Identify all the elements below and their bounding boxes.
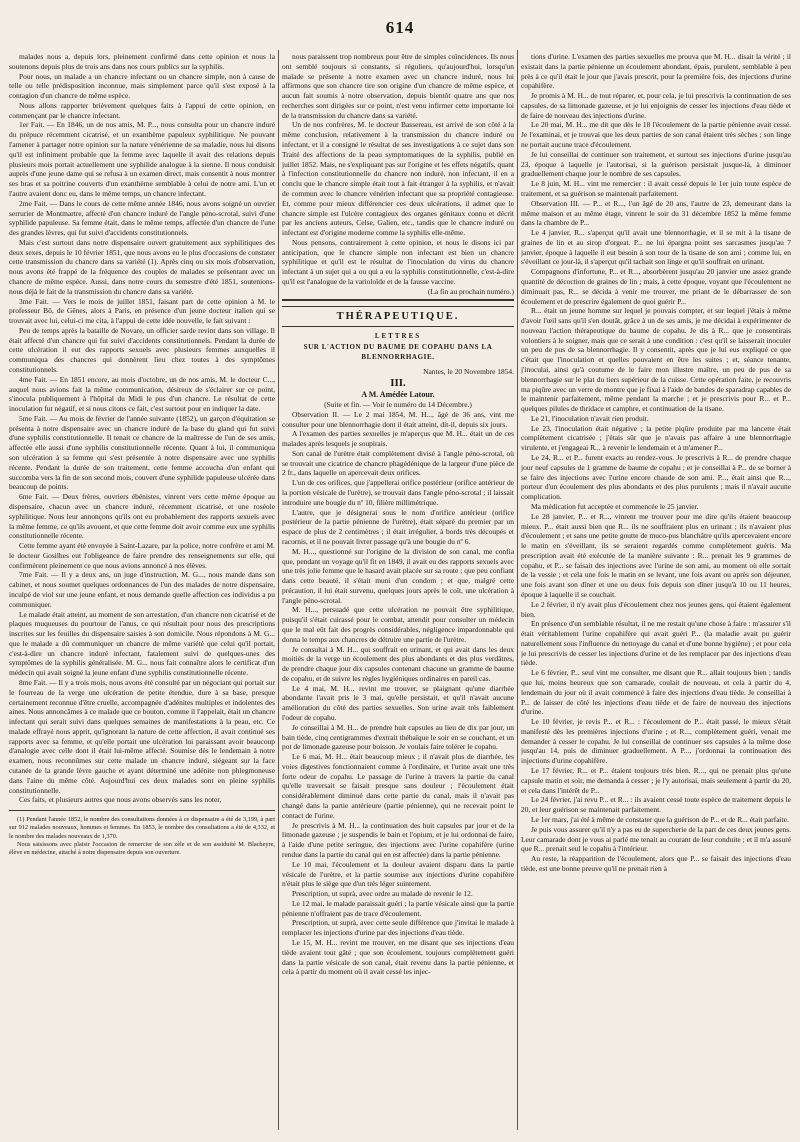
footnote: Nous saisissons avec plaisir l'occasion de remercier de son zèle et de son assiduité M. Blacheyre, élève en médecine, attaché à notre dispensaire depuis son ouverture.	[9, 840, 275, 856]
paragraph: Le 4 mai, M. H... revint me trouver, se plaignant qu'une diarrhée abondante l'avait pris le 3 mai, qu'elle persistait, et qu'il n'avait aucune amélioration du côté des parties sexuelles. Son urine avait très faiblement l'odeur de copahu.	[282, 683, 514, 722]
paragraph: tions d'urine. L'examen des parties sexuelles me prouva que M. H... disait la vérité ; il existait dans la partie pénienne un écoulement abondant, épais, purulent, semblable à peu près à ce qu'il était le jour que j'avais prescrit, pour la première fois, des injections d'urine copahifère.	[521, 52, 791, 91]
paragraph: Observation III. — P... et R..., l'un âgé de 20 ans, l'autre de 23, demeurant dans la même maison et au même étage, vinrent le soir du 31 décembre 1852 la même femme dans la chambre de P...	[521, 198, 791, 228]
section-rule	[282, 326, 514, 327]
paragraph: L'autre, que je désignerai sous le nom d'orifice antérieur (orifice postérieur de la partie pénienne de l'urètre), était séparé du premier par un espace de plus de 2 centimètres ; il était irrégulier, à bords très découpés et racornis, et il ne pouvait livrer passage qu'à une bougie du nº 6.	[282, 507, 514, 546]
paragraph: Le 6 mai, M. H... était beaucoup mieux ; il n'avait plus de diarrhée, les voies digestives fonctionnaient comme à l'ordinaire, et l'urine avait une très forte odeur de copahu. Le passage de l'urine à travers la partie du canal qu'elle traversait se faisait presque sans douleur ; l'écoulement était considérablement diminué dans cette partie du canal, mais il n'avait pas changé dans la partie antérieure (partie pénienne), qui ne recevait point le contact de l'urine.	[282, 752, 514, 820]
paragraph: Pour nous, un malade a un chancre infectant ou un chancre simple, non à cause de telle ou telle prédisposition inconnue, mais simplement parce qu'il s'est exposé à la contagion d'un chancre de même espèce.	[9, 71, 275, 101]
paragraph: Le 15, M. H... revint me trouver, en me disant que ses injections d'eau tiède avaient tout gâté ; que son écoulement, toujours complètement guéri dans la partie vésicale de son canal, était revenu dans la partie pénienne, et cela à partir du moment où il avait cessé les injec-	[282, 937, 514, 977]
paragraph: A l'examen des parties sexuelles je m'aperçus que M. H... était un de ces malades après lesquels je soupirais.	[282, 429, 514, 449]
page-number: 614	[385, 18, 415, 37]
column-divider	[517, 50, 518, 1130]
paragraph: M. H..., persuadé que cette ulcération ne pouvait être syphilitique, puisqu'il s'était cuirassé pour le combat, attendit pour consulter un médecin que le mal eût fait des progrès considérables, négligence impardonnable qui donna le temps aux chancres de détruire une partie de l'urètre.	[282, 605, 514, 644]
paragraph: Un de nos confrères, M. le docteur Bassereau, est arrivé de son côté à la même conclusion, relativement à la transmission du chancre induré ou infectant, et il a consigné le résultat de ses investigations à ce sujet dans son Traité des affections de la peau symptomatiques de la syphilis, publié en juillet 1852. Mais, ne s'expliquant pas sur l'origine et les effets négatifs, quant à l'infection constitutionnelle du chancre non induré, non infectant, il en a conclu que le chancre simple était tout à fait étranger à la syphilis, et n'avait de commun avec le chancre vénérien infectant que sa propriété contagieuse. Et, comme pour mieux différencier ces deux ulcérations, il admet que le chancre simple est l'ulcère contagieux des organes génitaux connu et décrit par les anciens auteurs, Celse, Galien, etc., tandis que le chancre induré ou infectant est d'origine moderne comme la syphilis elle-même.	[282, 120, 514, 238]
column-left-text	[9, 52, 275, 805]
letters-label: LETTRES	[374, 332, 422, 341]
paragraph: En présence d'un semblable résultat, il ne me restait qu'une chose à faire : m'assurer s'il était véritablement l'urine copahifère qui avait guéri P... (la maladie avait pu guérir naturellement sous l'influence du nettoyage du canal et d'une bonne hygiène) ; et pour cela je lui prescrivis de cesser les injections d'urine et de les remplacer par des injections d'eau tiède.	[521, 619, 791, 668]
footnotes	[9, 816, 275, 857]
paragraph: 4me Fait. — En 1851 encore, au mois d'octobre, un de nos amis, M. le docteur C..., auquel nous avions fait la même communication, désireux de s'éclairer sur ce point, s'inocula publiquement à l'hôpital du Midi le pus d'un chancre. Le résultat de cette inoculation fut négatif, et si nous citons ce fait, c'est surtout pour en indiquer la date.	[9, 374, 275, 414]
paragraph: Prescription, ut suprà, avec ordre au malade de revenir le 12.	[292, 889, 473, 899]
paragraph: Le 8 juin, M. H... vint me remercier : il avait cessé depuis le 1er juin toute espèce de traitement, et sa guérison se maintenait parfaitement.	[521, 179, 791, 198]
dateline: Nantes, le 20 Novembre 1854.	[423, 366, 514, 376]
paragraph: Le 2 février, il n'y avait plus d'écoulement chez nos jeunes gens, qui étaient également bien.	[521, 599, 791, 619]
paragraph: Ces faits, et plusieurs autres que nous avons observés sans les noter,	[19, 795, 222, 805]
paragraph: Peu de temps après la bataille de Novare, un officier sarde revint dans son village. Il était affecté d'un chancre qui fut suivi d'accidents constitutionnels. Pendant la durée de cette ulcération il eut des rapports sexuels avec plusieurs femmes auxquelles il communiqua des chancres qui donnèrent lieu chez toutes à des symptômes constitutionnels.	[9, 325, 275, 374]
paragraph: 1er Fait. — En 1846, un de nos amis, M. P..., nous consulta pour un chancre induré du prépuce récemment cicatrisé, et un exanthème papuleux syphilitique. Ne pouvant l'amener à partager notre opinion sur la nature vénérienne de sa maladie, nous lui disons qu'il est infiniment probable que la femme avec laquelle il avait des relations depuis plusieurs mois portait actuellement une syphilide analogue à la sienne. Il nous conduisit auprès d'une jeune dame qui se refusa à un examen direct, mais consentit à nous montrer ses bras et sa poitrine couverts d'un exanthème semblable à celui de notre ami. L'un et l'autre avaient donc eu, dans le même temps, un chancre infectant.	[9, 120, 275, 198]
column-middle	[282, 52, 514, 1132]
paragraph: Le 24 février, j'ai revu P... et R... : ils avaient cessé toute espèce de traitement depuis le 20, et leur guérison se maintenait parfaitement.	[521, 795, 791, 815]
paragraph: 7me Fait. — Il y a deux ans, un juge d'instruction, M. G..., nous mande dans son cabinet, et nous soumet quelques ordonnances de l'un des malades de notre dispensaire, inculpé de viol sur une jeune enfant, et nous demande quelle affection ces individus a pu communiquer.	[9, 570, 275, 609]
paragraph: 5me Fait. — Au mois de février de l'année suivante (1852), un garçon d'équitation se présenta à notre dispensaire avec un chancre induré de la base du gland qui fut suivi d'une syphilis constitutionnelle. Il tenait ce chancre de la maîtresse de l'un de ses amis, affectée elle aussi d'une syphilis constitutionnelle récente. Quant à lui, il communiqua son ulcération à sa femme qui s'est présentée à notre dispensaire avec une syphilis récente. Pendant la durée de son traitement, cette femme accoucha d'un enfant qui succomba vers la fin de son second mois, couvert d'une syphilide papuleuse ulcérée dans beaucoup de points.	[9, 413, 275, 492]
paragraph: 3me Fait. — Vers le mois de juillet 1851, faisant part de cette opinion à M. le professeur Bô, de Gênes, alors à Paris, en présence d'un jeune docteur italien qui se trouvait avec lui, celui-ci me cita, à l'appui de cette idée nouvelle, le fait suivant :	[9, 296, 275, 326]
paragraph: Observation II. — Le 2 mai 1854, M. H..., âgé de 36 ans, vint me consulter pour une blennorrhagie dont il était atteint, dit-il, depuis six jours.	[282, 409, 514, 429]
paragraph: Le 1er mars, j'ai été à même de constater que la guérison de P... et de R... était parfaite.	[531, 814, 789, 824]
paragraph: Cette femme ayant été envoyée à Saint-Lazare, par la police, notre confrère et ami M. le docteur Gosilhes eut l'obligeance de faire prendre des renseignements sur elle, qui confirmèrent pleinement ce que nous avions annoncé à nos élèves.	[9, 541, 275, 570]
paragraph: Nous pensons, contrairement à cette opinion, et nous le disons ici par anticipation, que le chancre simple non infectant est bien un chancre syphilitique et qu'il est le résultat de l'inoculation du virus du chancre infectant à un sujet qui a ou qui a eu la syphilis constitutionnelle, c'est-à-dire qu'il est l'analogue de la varioloïde et de la fausse vaccine.	[282, 237, 514, 286]
column-right	[521, 52, 791, 1132]
paragraph: Le 4 janvier, R... s'aperçut qu'il avait une blennorrhagie, et il se mit à la tisane de graines de lin et au sirop d'orgeat. P... ne lui épargna point ses sarcasmes jusqu'au 7 janvier, époque à laquelle il eut besoin à son tour de la tisane de son ami ; comme lui, en s'éveillant ce jour-là, il s'aperçut qu'il tachait son linge et qu'il souffrait en urinant.	[521, 228, 791, 267]
paragraph: M. H..., questionné sur l'origine de la division de son canal, me confia que, pendant un voyage qu'il fit en 1849, il avait eu des rapports sexuels avec une très jolie femme que le hasard avait placée sur sa route ; que peu confiant dans cette beauté, il s'était muni d'un condom ; et que, malgré cette précaution, il lui était survenu, quelques jours après le coït, une ulcération à l'angle péno-scrotal.	[282, 546, 514, 605]
footnote-rule	[9, 810, 275, 811]
paragraph: Le 28 janvier, P... et R..., vinrent me trouver pour me dire qu'ils étaient beaucoup mieux. P... était aussi bien que R... ils ne souffraient plus en urinant ; ils n'avaient plus d'écoulement ; et sans une petite goutte de muco-pus blanchâtre qu'ils apercevaient encore le matin en s'éveillant, ils se seraient regardés comme complètement guéris. Ma prescription avait été exécutée de la manière suivante : R... prenait les 9 grammes de copahu, et P... se faisait des injections avec l'urine de son ami, au moment où elle sortait de la vessie ; et cela une fois le matin en se levant, une fois avant ou après son déjeuner, une fois avant son dîner et une ou deux fois depuis son dîner jusqu'à 10 ou 11 heures, époque à laquelle il se couchait.	[521, 511, 791, 599]
paragraph: Je conseillai à M. H... de prendre huit capsules au lieu de dix par jour, un bain tiède, cinq centigrammes d'extrait thébaïque le soir en se couchant, et un pot de limonade gazeuse pour boisson. Je voulais faire tolérer le copahu.	[282, 722, 514, 752]
paragraph: 6me Fait. — Deux frères, ouvriers ébénistes, vinrent vers cette même époque au dispensaire, chacun avec un chancre induré, récemment cicatrisé, et une roséole syphilitique. Nous leur annonçons qu'ils ont eu probablement des rapports sexuels avec la même femme, ce qu'ils avouent, et que cette femme doit avoir comme eux une syphilis constitutionnelle récente.	[9, 492, 275, 541]
section-title: THÉRAPEUTIQUE.	[336, 310, 460, 322]
column-left	[9, 52, 275, 1132]
paragraph: Le 10 février, je revis P... et R... : l'écoulement de P... était passé, le mieux s'était manifesté dès les premières injections d'urine ; et R..., complètement guéri, venait me demander à cesser le copahu. Je lui conseillai de continuer ses capsules à la même dose jusqu'au 14, puis de diminuer graduellement. A P..., j'ordonnai la continuation des injections d'urine copahifère.	[521, 717, 791, 766]
paragraph: nous paraissent trop nombreux pour être de simples coïncidences. Ils nous ont semblé toujours si constants, si réguliers, qu'aujourd'hui, lorsqu'un malade se présente à notre examen avec un chancre induré, nous lui affirmons que son chancre tire son origine d'un chancre de même espèce, et aucun fait soumis à notre observation, depuis bientôt quatre ans que nos recherches sont dirigées sur ce point, n'est venu infirmer cette importante loi de la transmission du chancre dans sa variété.	[282, 52, 514, 120]
paragraph: Le 12 mai, le malade paraissait guéri ; la partie vésicale ainsi que la partie pénienne n'offraient pas de trace d'écoulement.	[282, 898, 514, 918]
paragraph: Je consultai à M. H... qui souffrait en urinant, et qui avait dans les deux moitiés de la verge un écoulement des plus abondants et des plus verdâtres, de prendre chaque jour dix capsules contenant chacune un gramme de baume de copahu, et de suivre les règles hygiéniques ordinaires en pareil cas.	[282, 644, 514, 683]
paragraph: R... était un jeune homme sur lequel je pouvais compter, et sur lequel j'étais à même d'avoir l'œil sans qu'il s'en doutât, grâce à un de ses amis, je me décidai à expérimenter de nouveau l'action thérapeutique du baume de copahu. Je dis à R... que je consentirais volontiers à le soigner, mais que ce serait à une condition : c'est qu'il se laisserait inoculer un peu de pus de sa blennorrhagie. Il y consentit, après que je lui eus expliqué ce que c'était que l'inoculation et quelles pouvaient en être les suites ; et, séance tenante, j'inoculai, ainsi qu'à coutume de le faire mon illustre maître, un peu de pus de sa blennorrhagie sur le plat du tiers supérieur de la cuisse. Cette opération faite, je recouvris ma piqûre avec un verre de montre que je fixai à l'aide de bandes de sparadrap capables de le maintenir parfaitement, même pendant la marche ; et je prescrivis pour R... et P... quelques pilules de thridace et camphre, et continuation de la tisane.	[521, 306, 791, 414]
paragraph: Le malade était atteint, au moment de son arrestation, d'un chancre non cicatrisé et de plaques muqueuses du pourtour de l'anus, ce qui résultait pour nous des prescriptions inscrites sur les feuilles du dispensaire saisies à son domicile. Nous répondons à M. G... que le malade a dû communiquer un chancre de même variété que celui qu'il portait, c'est-à-dire un chancre induré infectant, fatalement suivi de quelques-unes des symptômes de la syphilis généralisée. M. G... nous fait connaître alors le certificat d'un médecin qui avait soigné la jeune enfant d'une syphilis constitutionnelle récente.	[9, 609, 275, 678]
paragraph: Je promis à M. H... de tout réparer, et, pour cela, je lui prescrivis la continuation de ses capsules, de sa limonade gazeuse, et je lui enjoignis de cesser les injections d'eau tiède et de faire de nouveau des injections d'urine.	[521, 91, 791, 120]
footnote: (1) Pendant l'année 1852, le nombre des consultations données à ce dispensaire a été de 3,199, à part sur 912 malades nouveaux, hommes et femmes. En 1853, le nombre des consultations a été de 4,332, et le nombre des malades nouveaux de 1,370.	[9, 816, 275, 840]
paragraph: Son canal de l'urètre était complètement divisé à l'angle péno-scrotal, où se trouvait une cicatrice de chancre phagédénique de la largeur d'une pièce de 2 fr., dans laquelle on apercevait deux orifices.	[282, 448, 514, 478]
paragraph: 8me Fait. — Il y a trois mois, nous avons été consulté par un négociant qui portait sur le fourreau de la verge une ulcération de petite étendue, dure à sa base, presque certainement reconnue d'être cruelle, accompagnée d'adénites multiples et indolentes des aines. Nous annoncâmes à ce malade que ce bouton, comme il l'appelait, était un chancre infectant qui serait suivi dans quelques semaines de manifestations à la peau, etc. Ce malade effrayé nous apprit, qu'ignorant la nature de cette affection, il avait continué ses rapports avec sa femme, et qu'elle portait une ulcération lui paraissant avoir beaucoup d'analogie avec celle dont il était lui-même affecté. Soumise dès le lendemain à notre examen, nous reconnûmes sur cette malade un chancre induré, siégeant sur la face cutanée de la grande lèvre gauche et ayant déterminé une adénite non phlegmoneuse dans l'aine du même côté. Aujourd'hui ces deux malades sont en pleine syphilis constitutionnelle.	[9, 678, 275, 795]
paragraph: Je puis vous assurer qu'il n'y a pas eu de supercherie de la part de ces deux jeunes gens. Leur camarade dont je vous ai parlé me tenait au courant de leur conduite ; et il m'a assuré que R... prenait seul le copahu à l'intérieur.	[521, 824, 791, 854]
paragraph: Le 23, l'inoculation était négative ; la petite piqûre produite par ma lancette était complètement cicatrisée ; j'étais sûr que je n'avais pas affaire à une blennorrhagie virulente, et j'engageai R... à revenir le lendemain et à m'amener P...	[521, 423, 791, 453]
paragraph: Je prescrivis à M. H... la continuation des huit capsules par jour et de la limonade gazeuse ; je suspendis le bain et l'opium, et je lui ordonnai de faire, à l'aide d'une petite seringue, des injections avec l'urine copahifère (urine rendue dans la partie du canal qui en est affectée) dans la partie pénienne.	[282, 820, 514, 859]
paragraph: Prescription, ut suprà, avec cette seule différence que j'invitai le malade à remplacer les injections d'urine par des injections d'eau tiède.	[282, 918, 514, 938]
paragraph: L'un de ces orifices, que j'appellerai orifice postérieur (orifice antérieur de la portion vésicale de l'urètre), se trouvait dans l'angle péno-scrotal ; il laissait introduire une bougie du nº 10, filière millimétrique.	[282, 478, 514, 507]
paragraph: Mais c'est surtout dans notre dispensaire ouvert gratuitement aux syphilitiques des deux sexes, depuis le 10 février 1851, que nous avons eu le plus d'occasions de constater cette transmission du chancre dans sa variété (1). Après cinq ou six mois d'observation, nous avons été frappé de la fréquence des couples de malades se présentant avec un chancre de même espèce. Aussi, dans notre cours du semestre d'été 1851, soutenions-nous déjà le fait de la transmission du chancre dans sa variété.	[9, 237, 275, 296]
section-rule	[282, 306, 514, 307]
paragraph: Au reste, la réapparition de l'écoulement, alors que P... se faisait des injections d'eau tiède, est une bonne preuve qu'il ne prenait rien à	[521, 854, 791, 873]
paragraph: Le 6 février, P... seul vint me consulter, me disant que R... allait toujours bien ; tandis que lui, moins heureux que son camarade, coulait de nouveau, et cela à partir du 4, lendemain du jour où il avait commencé à faire des injections d'eau tiède. Je conseillai à P... de laisser de côté les injections d'eau tiède et de faire de nouveau des injections d'urine.	[521, 668, 791, 717]
paragraph: Le 20 mai, M. H... me dit que dès le 18 l'écoulement de la partie pénienne avait cessé. Je l'examinai, et je trouvai que les deux parties de son canal étaient très sèches ; son linge ne portait aucune trace d'écoulement.	[521, 120, 791, 150]
column-middle-text	[282, 52, 514, 287]
paragraph: 2me Fait. — Dans le cours de cette même année 1846, nous avons soigné un ouvrier serrurier de Montmartre, affecté d'un chancre induré de l'angle péno-scrotal, suivi d'une syphilide papuleuse. Sa femme était, dans le même temps, affectée d'un chancre de l'une des grandes lèvres, qui fut suivi d'accidents constitutionnels.	[9, 198, 275, 238]
article-subtitle: SUR L'ACTION DU BAUME DE COPAHU DANS LA BLENNORRHAGIE.	[303, 343, 493, 361]
column-divider	[278, 50, 279, 1130]
section-rule	[282, 299, 514, 301]
paragraph: Le 21, l'inoculation n'avait rien produit.	[531, 413, 649, 423]
column-middle-text-2	[282, 410, 514, 977]
addressee: A M. Amédée Latour.	[361, 390, 435, 400]
paragraph: Ma médication fut acceptée et commencée le 25 janvier.	[531, 501, 699, 511]
paragraph: Le 24, R... et P... furent exacts au rendez-vous. Je prescrivis à R... de prendre chaque jour neuf capsules de 1 gramme de baume de copahu ; et je conseillai à P... de se borner à se faire des injections avec l'urine encore chaude de son ami. P..., était ainsi que R..., porteur d'un écoulement des plus abondants et des plus purulents ; mais il n'avait aucune complication.	[521, 453, 791, 502]
suite-note: (Suite et fin. — Voir le numéro du 14 Décembre.)	[324, 400, 472, 409]
letter-number: III.	[390, 377, 406, 390]
paragraph: Compagnons d'infortune, P... et R..., absorbèrent jusqu'au 20 janvier une assez grande quantité de décoction de graines de lin ; mais, à cette époque, voyant que l'écoulement ne diminuait pas, R... se décida à venir me trouver, me priant de le débarrasser de son écoulement et de prescrire également de quoi guérir P...	[521, 267, 791, 306]
paragraph: Nous allons rapporter brièvement quelques faits à l'appui de cette opinion, en commençant par le chancre infectant.	[9, 100, 275, 120]
paragraph: Je lui conseillai de continuer son traitement, et surtout ses injections d'urine jusqu'au 23, époque à laquelle je l'autorisai, si la guérison persistait jusque-là, à diminuer graduellement chaque jour le nombre de ses capsules.	[521, 149, 791, 179]
continuation-note: (La fin au prochain numéro.)	[427, 286, 514, 296]
paragraph: Le 10 mai, l'écoulement et la douleur avaient disparu dans la partie vésicale de l'urètre, et la partie soumise aux injections d'urine copahifère n'était plus le siège que d'un très léger suintement.	[282, 859, 514, 889]
column-right-text	[521, 52, 791, 874]
paragraph: Le 17 février, R... et P... étaient toujours très bien. R..., qui ne prenait plus qu'une capsule matin et soir, me demanda à cesser ; je l'y autorisai, mais seulement à partir du 20, et cela dans l'intérêt de P...	[521, 766, 791, 795]
paragraph: malades nous a, depuis lors, pleinement confirmé dans cette opinion et nous la soutenons depuis plus de trois ans dans nos cours publics sur la syphilis.	[9, 52, 275, 71]
